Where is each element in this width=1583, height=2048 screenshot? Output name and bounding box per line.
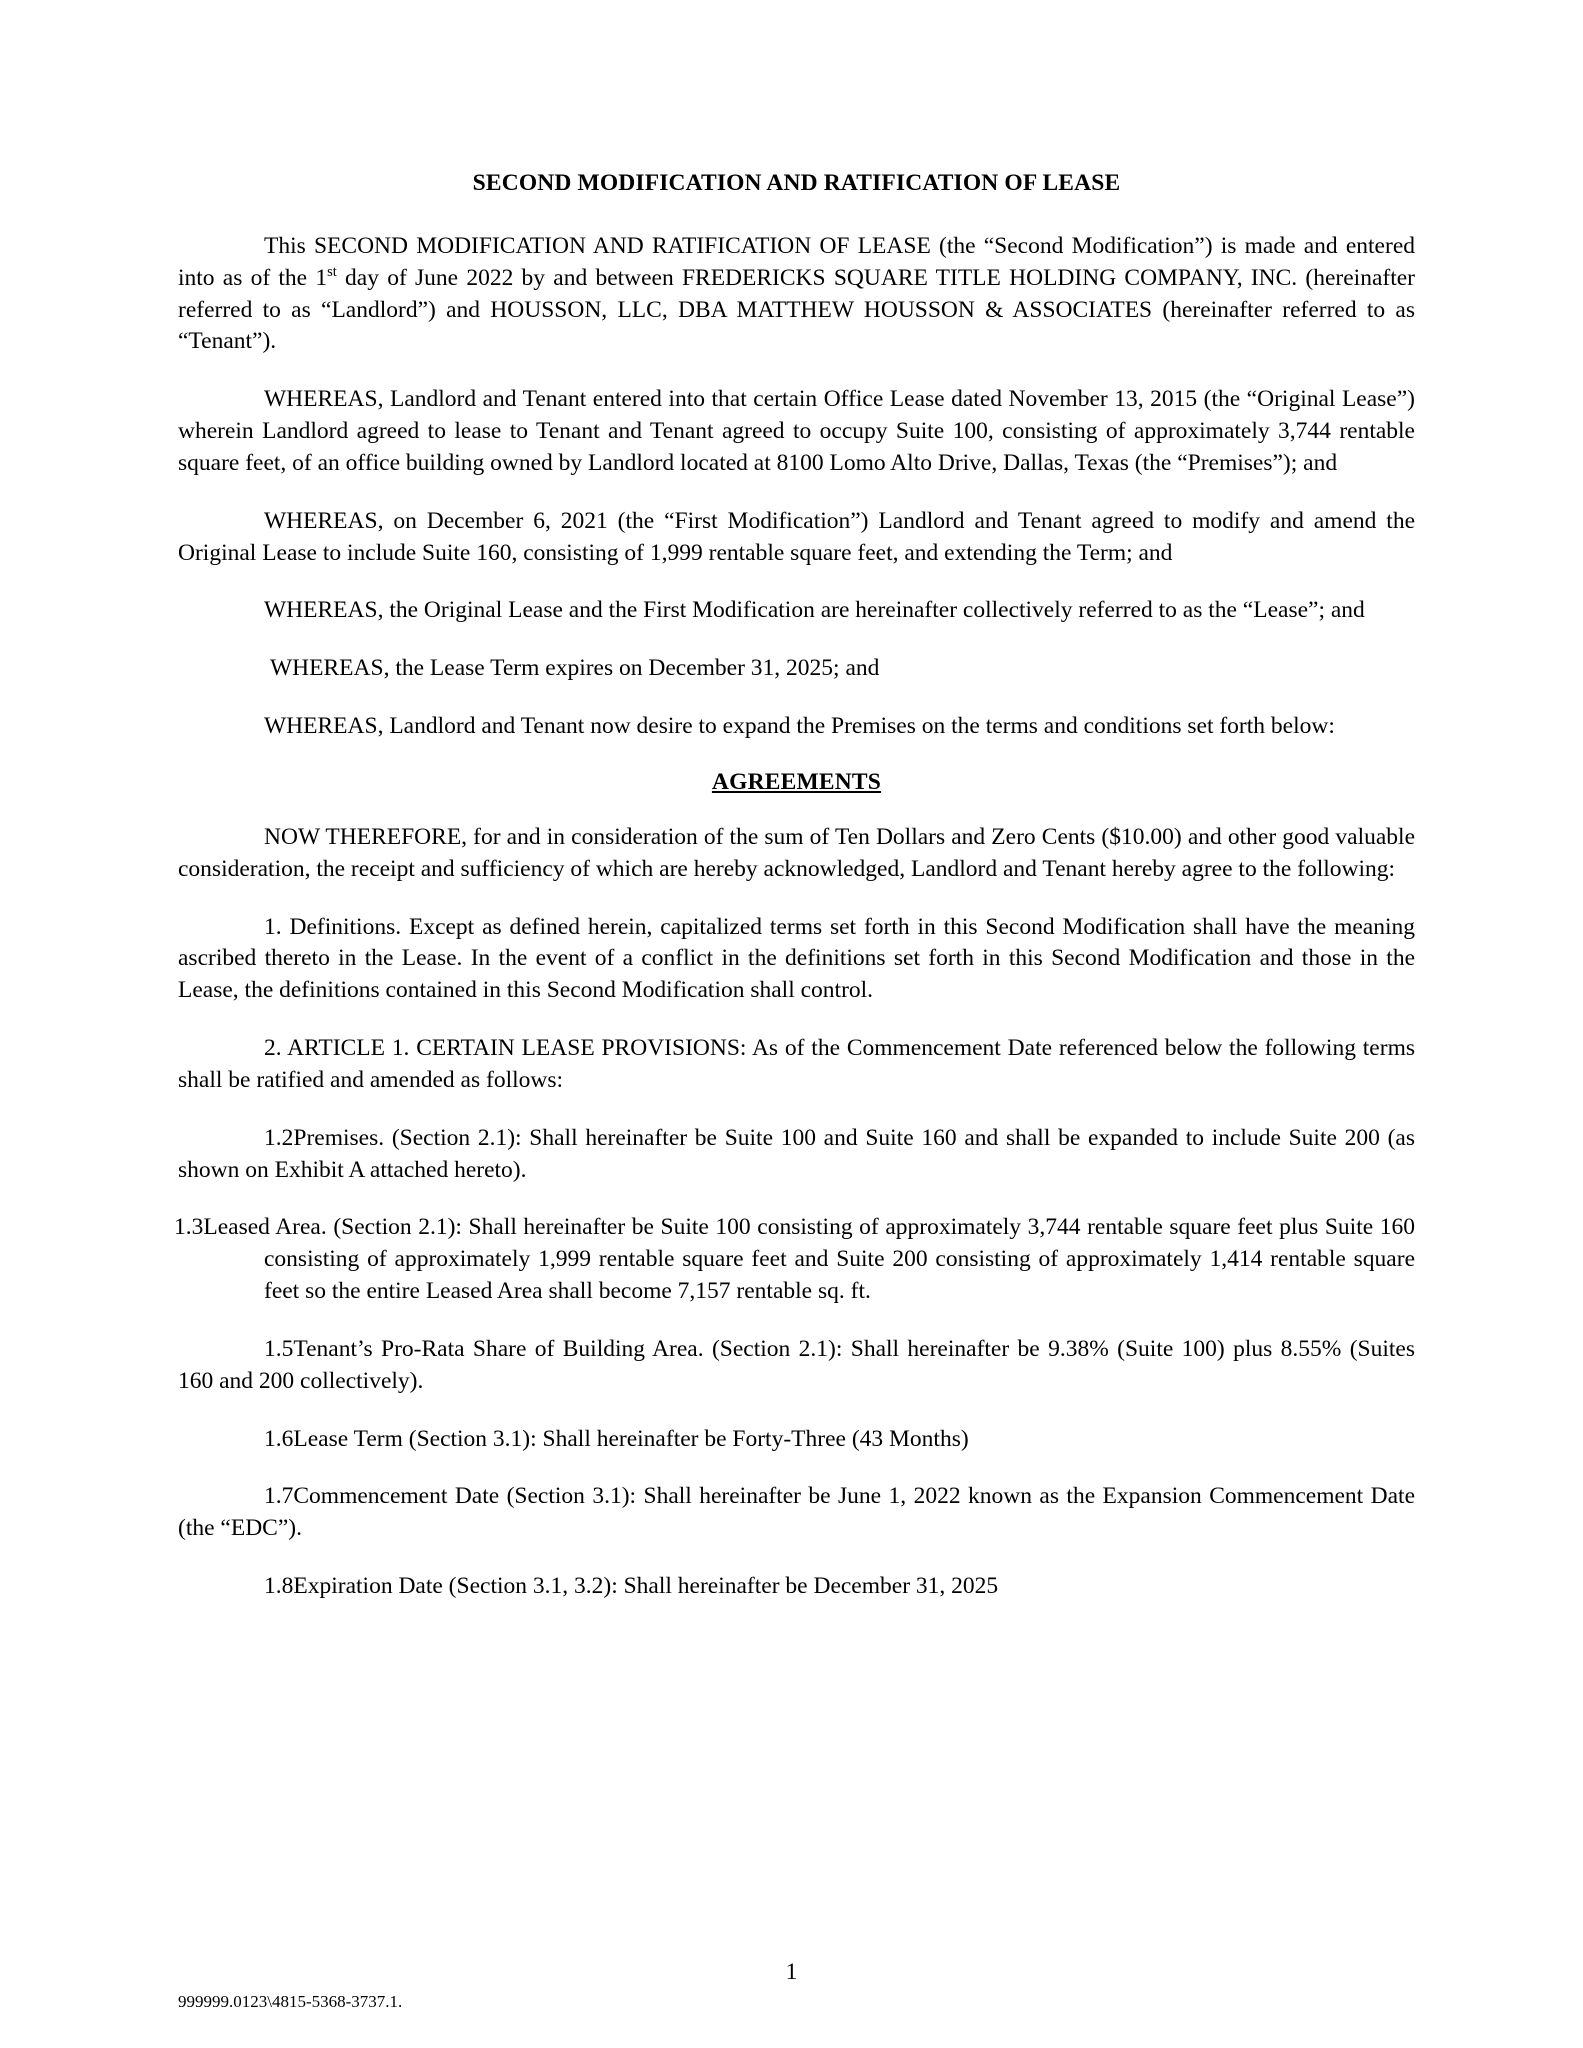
clause-number: 1.6 — [264, 1425, 294, 1452]
clause-1-5 — [178, 1334, 1415, 1398]
clause-text: Expiration Date (Section 3.1, 3.2): Shall hereinafter be December 31, 2025 — [293, 1573, 999, 1600]
clause-1-6 — [178, 1424, 1415, 1456]
footer-reference: 999999.0123\4815-5368-3737.1. — [178, 1992, 403, 2011]
clause-text: Premises. (Section 2.1): Shall hereinafter be Suite 100 and Suite 160 and shall be expanded to include Suite 200 (as shown on Exhibit A attached hereto). — [178, 1124, 1415, 1183]
clause-text: Leased Area. (Section 2.1): Shall hereinafter be Suite 100 consisting of approximately 3,744 rentable square feet plus Suite 160 consisting of approximately 1,999 rentable square feet and Suite 200 consisting of approximately 1,414 rentable square feet so the entire Leased Area shall become 7,157 rentable sq. ft. — [203, 1214, 1415, 1305]
document-title: SECOND MODIFICATION AND RATIFICATION OF LEASE — [472, 170, 1121, 196]
clause-1-3 — [174, 1212, 1415, 1307]
clause-text: Commencement Date (Section 3.1): Shall hereinafter be June 1, 2022 known as the Expansion Commencement Date (the “EDC”). — [178, 1483, 1415, 1542]
clause-number: 1.2 — [264, 1124, 294, 1151]
intro-text-part2: day of June 2022 by and between FREDERICKS SQUARE TITLE HOLDING COMPANY, INC. (hereinafter referred to as “Landlord”) and HOUSSON, LLC, DBA MATTHEW HOUSSON & ASSOCIATES (hereinafter referred to as “Tenant”). — [178, 264, 1415, 355]
intro-text-part1: This SECOND MODIFICATION AND RATIFICATION OF LEASE (the “Second Modification”) is made and entered into as of the 1 — [178, 233, 1415, 291]
clause-text: Tenant’s Pro-Rata Share of Building Area. (Section 2.1): Shall hereinafter be 9.38% (Suite 100) plus 8.55% (Suites 160 and 200 collectively). — [178, 1335, 1415, 1394]
clause-text: Lease Term (Section 3.1): Shall hereinafter be Forty-Three (43 Months) — [293, 1425, 969, 1452]
page-number: 1 — [785, 1959, 798, 1985]
paragraph-whereas-1: WHEREAS, Landlord and Tenant entered into that certain Office Lease dated November 13, 2015 (the “Original Lease”) wherein Landlord agreed to lease to Tenant and Tenant agreed to occupy Suite 100, consisting of approximately 3,744 rentable square feet, of an office building owned by Landlord located at 8100 Lomo Alto Drive, Dallas, Texas (the “Premises”); and — [178, 386, 1415, 476]
clause-number: 1.7 — [264, 1483, 294, 1510]
intro-ordinal-suffix: st — [327, 264, 337, 280]
paragraph-whereas-4: WHEREAS, the Lease Term expires on December 31, 2025; and — [270, 655, 880, 682]
paragraph-whereas-2: WHEREAS, on December 6, 2021 (the “First Modification”) Landlord and Tenant agreed to modify and amend the Original Lease to include Suite 160, consisting of 1,999 rentable square feet, and extending the Term; and — [178, 507, 1415, 566]
paragraph-item-2-article-1: 2. ARTICLE 1. CERTAIN LEASE PROVISIONS: As of the Commencement Date referenced below the following terms shall be ratified and amended as follows: — [178, 1035, 1415, 1093]
paragraph-intro — [178, 231, 1415, 358]
clause-1-7 — [178, 1481, 1415, 1545]
clause-number: 1.8 — [264, 1573, 294, 1600]
agreements-heading: AGREEMENTS — [711, 768, 882, 795]
paragraph-item-1-definitions: 1. Definitions. Except as defined herein, capitalized terms set forth in this Second Modification shall have the meaning ascribed thereto in the Lease. In the event of a conflict in the definitions set forth in this Second Modification and those in the Lease, the definitions contained in this Second Modification shall control. — [178, 913, 1415, 1004]
clause-number: 1.5 — [264, 1335, 294, 1362]
clause-number: 1.3 — [174, 1214, 204, 1241]
clause-1-8 — [178, 1571, 1415, 1603]
paragraph-whereas-5: WHEREAS, Landlord and Tenant now desire to expand the Premises on the terms and conditions set forth below: — [264, 713, 1335, 740]
clause-1-2 — [178, 1123, 1415, 1187]
paragraph-whereas-3: WHEREAS, the Original Lease and the First Modification are hereinafter collectively referred to as the “Lease”; and — [264, 597, 1365, 624]
paragraph-now-therefore: NOW THEREFORE, for and in consideration of the sum of Ten Dollars and Zero Cents ($10.00) and other good valuable consideration, the receipt and sufficiency of which are hereby acknowledged, Landlord and Tenant hereby agree to the following: — [178, 823, 1415, 882]
